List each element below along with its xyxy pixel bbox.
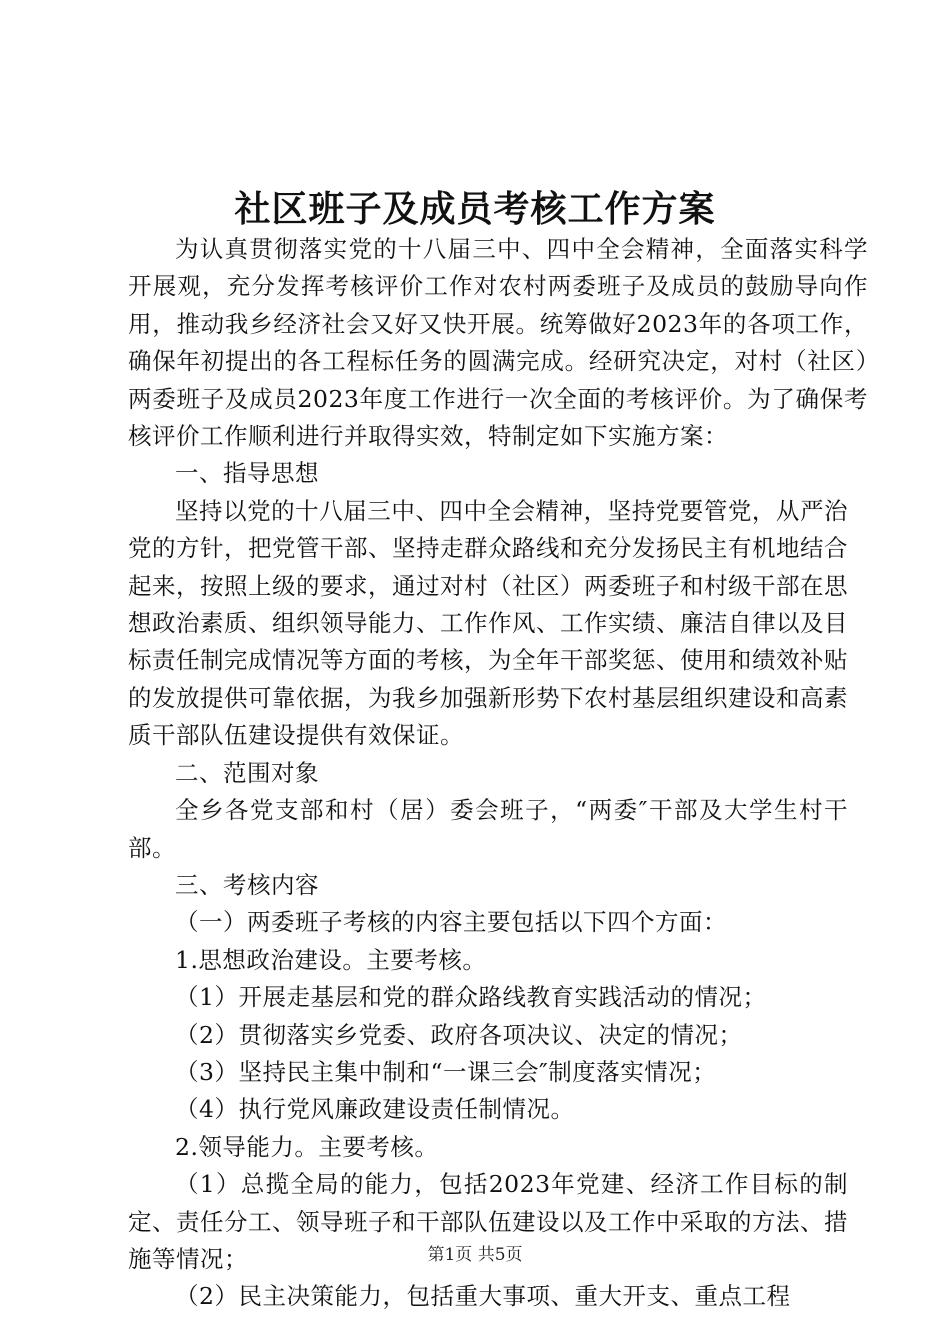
scope-paragraph: 全乡各党支部和村（居）委会班子，“两委″干部及大学生村干部。 — [128, 796, 848, 862]
list-item: 2.领导能力。主要考核。 — [175, 1132, 439, 1161]
list-item: （2）民主决策能力，包括重大事项、重大开支、重点工程 — [175, 1282, 791, 1311]
subsection-heading: （一）两委班子考核的内容主要包括以下四个方面： — [175, 908, 727, 937]
list-item: （1）总揽全局的能力，包括2023年党建、经济工作目标的制定、责任分工、领导班子和干部队伍建设以及工作中采取的方法、措施等情况； — [128, 1170, 848, 1273]
guiding-ideology-paragraph: 坚持以党的十八届三中、四中全会精神，坚持党要管党，从严治党的方针，把党管干部、坚持走群众路线和充分发扬民主有机地结合起来，按照上级的要求，通过对村（社区）两委班子和村级干部在思想政治素质、组织领导能力、工作作风、工作实绩、廉洁自律以及目标责任制完成情况等方面的考核，为全年干部奖惩、使用和绩效补贴的发放提供可靠依据，为我乡加强新形势下农村基层组织建设和高素质干部队伍建设提供有效保证。 — [128, 496, 848, 750]
section-heading-content: 三、考核内容 — [175, 870, 319, 899]
section-heading-scope: 二、范围对象 — [175, 758, 319, 787]
intro-paragraph: 为认真贯彻落实党的十八届三中、四中全会精神，全面落实科学开展观，充分发挥考核评价工作对农村两委班子及成员的鼓励导向作用，推动我乡经济社会又好又快开展。统筹做好2023年的各项工作，确保年初提出的各工程标任务的圆满完成。经研究决定，对村（社区）两委班子及成员2023年度工作进行一次全面的考核评价。为了确保考核评价工作顺利进行并取得实效，特制定如下实施方案： — [128, 235, 868, 451]
list-item: （1）开展走基层和党的群众路线教育实践活动的情况； — [175, 983, 767, 1012]
list-item: （4）执行党风廉政建设责任制情况。 — [175, 1095, 575, 1124]
section-heading-guiding-ideology: 一、指导思想 — [175, 459, 319, 488]
list-item: （2）贯彻落实乡党委、政府各项决议、决定的情况； — [175, 1020, 743, 1049]
document-title: 社区班子及成员考核工作方案 — [234, 188, 716, 230]
list-item: （3）坚持民主集中制和“一课三会″制度落实情况； — [175, 1057, 717, 1086]
document-body — [128, 231, 868, 1316]
list-item: 1.思想政治建设。主要考核。 — [175, 945, 487, 974]
page-footer: 第1页 共5页 — [427, 1245, 523, 1265]
